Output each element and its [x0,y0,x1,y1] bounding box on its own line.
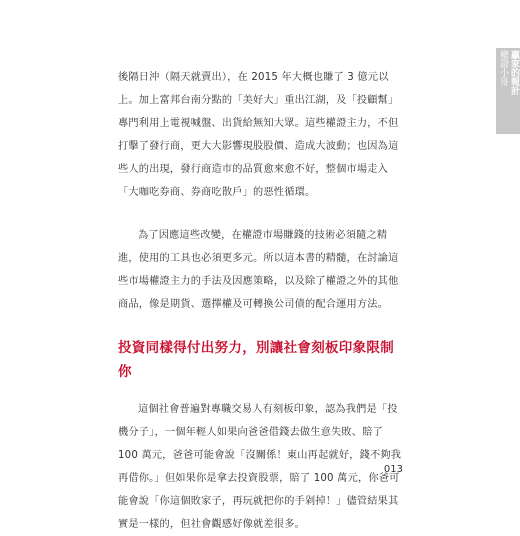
paragraph-2: 為了因應這些改變，在權證市場賺錢的技術必須隨之精進，使用的工具也必須更多元。所以這本書的精髓，在討論這些市場權證主力的手法及因應策略，以及除了權證之外的其他商品，像是期貨、選擇權及可轉換公司債的配合運用方法。 [118,230,399,310]
side-tab-subtitle: 贏家的報計 [509,50,519,95]
page-content [118,66,402,536]
section-heading: 投資同樣得付出努力，別讓社會刻板印象限制你 [118,340,394,380]
paragraph-3: 這個社會普遍對專職交易人有刻板印象，認為我們是「投機分子」，一個年輕人如果向爸爸借錢去做生意失敗、賠了 100 萬元，爸爸可能會說「沒關係！東山再起就好，錢不夠我再借你。」但如果你是拿去投資股票，賠了 100 萬元，你爸可能會說「你這個敗家子，再玩就把你的手剁掉！」儘管結果其實是一樣的，但社會觀感好像就差很多。 [118,404,402,530]
page-number: 013 [383,464,403,475]
side-tab-title: 權證小哥 [498,50,508,86]
paragraph-1: 後隔日沖（隔天就賣出），在 2015 年大概也賺了 3 億元以上。加上富邦台南分點的「美好大」重出江湖，及「投顧幫」專門利用上電視喊盤、出貨給無知大眾。這些權證主力，不但打擊了發行商，更大大影響現股股價、造成大波動；也因為這些人的出現，發行商造市的品質愈來愈不好，整個市場走入「大咖吃券商、券商吃散戶」的惡性循環。 [118,72,399,198]
